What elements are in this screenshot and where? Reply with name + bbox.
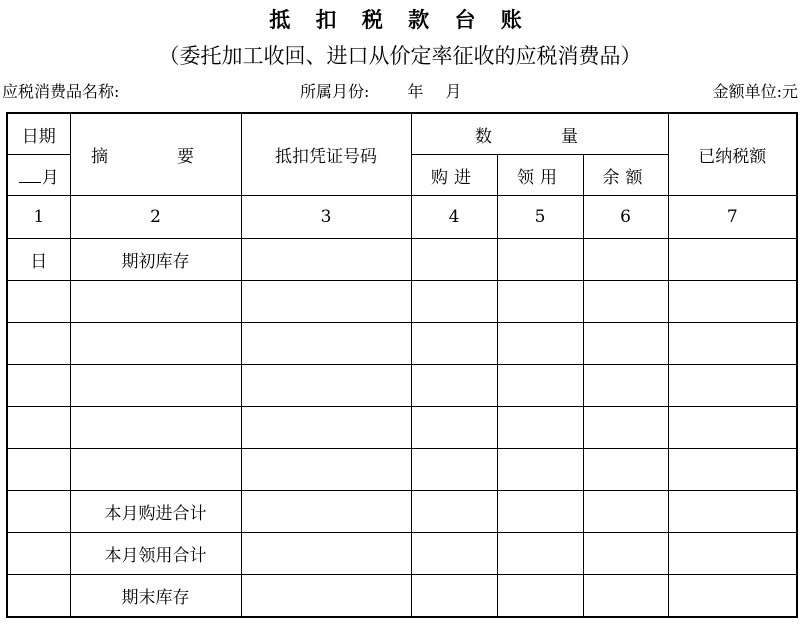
- purchase-cell[interactable]: [411, 239, 497, 281]
- header-balance: 余额: [583, 155, 668, 196]
- header-summary: 摘 要: [70, 113, 241, 196]
- balance-cell[interactable]: [583, 365, 668, 407]
- column-number: 1: [7, 196, 70, 239]
- summary-cell[interactable]: [70, 407, 241, 449]
- voucher-cell[interactable]: [241, 533, 411, 575]
- voucher-cell[interactable]: [241, 323, 411, 365]
- table-row: [7, 491, 797, 533]
- balance-cell[interactable]: [583, 281, 668, 323]
- purchase-cell[interactable]: [411, 575, 497, 618]
- header-voucher: 抵扣凭证号码: [241, 113, 411, 196]
- year-text: 年: [407, 82, 424, 101]
- month-blank-line: [19, 166, 41, 183]
- document-subtitle: （委托加工收回、进口从价定率征收的应税消费品）: [158, 44, 642, 68]
- summary-cell[interactable]: 期初库存: [70, 239, 241, 281]
- date-cell[interactable]: [7, 365, 70, 407]
- month-text: 月: [445, 82, 462, 101]
- purchase-cell[interactable]: [411, 365, 497, 407]
- column-number: 4: [411, 196, 497, 239]
- purchase-cell[interactable]: [411, 491, 497, 533]
- tax-paid-cell[interactable]: [668, 407, 797, 449]
- month-info: [300, 79, 461, 102]
- column-number: 5: [497, 196, 583, 239]
- table-row: [7, 575, 797, 618]
- balance-cell[interactable]: [583, 407, 668, 449]
- summary-cell[interactable]: 本月领用合计: [70, 533, 241, 575]
- balance-cell[interactable]: [583, 575, 668, 618]
- header-date-bottom: 月: [7, 155, 70, 196]
- date-cell[interactable]: [7, 449, 70, 491]
- tax-paid-cell[interactable]: [668, 533, 797, 575]
- usage-cell[interactable]: [497, 323, 583, 365]
- summary-cell[interactable]: [70, 281, 241, 323]
- header-row-top: [7, 113, 797, 155]
- usage-cell[interactable]: [497, 533, 583, 575]
- purchase-cell[interactable]: [411, 533, 497, 575]
- table-row: [7, 449, 797, 491]
- header-purchase: 购进: [411, 155, 497, 196]
- header-usage: 领用: [497, 155, 583, 196]
- table-row: [7, 239, 797, 281]
- summary-cell[interactable]: [70, 449, 241, 491]
- voucher-cell[interactable]: [241, 449, 411, 491]
- date-cell[interactable]: [7, 407, 70, 449]
- voucher-cell[interactable]: [241, 281, 411, 323]
- product-name-label: 应税消费品名称:: [2, 82, 120, 101]
- voucher-cell[interactable]: [241, 491, 411, 533]
- table-row: [7, 365, 797, 407]
- usage-cell[interactable]: [497, 365, 583, 407]
- column-number: 3: [241, 196, 411, 239]
- date-cell[interactable]: [7, 533, 70, 575]
- table-row: [7, 407, 797, 449]
- balance-cell[interactable]: [583, 323, 668, 365]
- usage-cell[interactable]: [497, 239, 583, 281]
- column-number: 7: [668, 196, 797, 239]
- document-title: 抵 扣 税 款 台 账: [269, 8, 531, 32]
- purchase-cell[interactable]: [411, 281, 497, 323]
- summary-cell[interactable]: [70, 365, 241, 407]
- table-row: [7, 281, 797, 323]
- tax-paid-cell[interactable]: [668, 365, 797, 407]
- usage-cell[interactable]: [497, 449, 583, 491]
- date-cell[interactable]: [7, 281, 70, 323]
- header-tax-paid: 已纳税额: [668, 113, 797, 196]
- summary-cell[interactable]: 期末库存: [70, 575, 241, 618]
- tax-paid-cell[interactable]: [668, 491, 797, 533]
- purchase-cell[interactable]: [411, 407, 497, 449]
- usage-cell[interactable]: [497, 491, 583, 533]
- tax-paid-cell[interactable]: [668, 281, 797, 323]
- month-label: 所属月份:: [300, 82, 370, 101]
- purchase-cell[interactable]: [411, 323, 497, 365]
- summary-cell[interactable]: 本月购进合计: [70, 491, 241, 533]
- table-row: [7, 533, 797, 575]
- purchase-cell[interactable]: [411, 449, 497, 491]
- date-cell[interactable]: [7, 575, 70, 618]
- tax-paid-cell[interactable]: [668, 449, 797, 491]
- column-number-row: [7, 196, 797, 239]
- usage-cell[interactable]: [497, 575, 583, 618]
- balance-cell[interactable]: [583, 491, 668, 533]
- voucher-cell[interactable]: [241, 365, 411, 407]
- balance-cell[interactable]: [583, 239, 668, 281]
- balance-cell[interactable]: [583, 449, 668, 491]
- header-quantity: 数 量: [411, 113, 668, 155]
- tax-paid-cell[interactable]: [668, 575, 797, 618]
- tax-paid-cell[interactable]: [668, 239, 797, 281]
- date-cell[interactable]: [7, 323, 70, 365]
- header-date-top: 日期: [7, 113, 70, 155]
- balance-cell[interactable]: [583, 533, 668, 575]
- summary-cell[interactable]: [70, 323, 241, 365]
- date-cell[interactable]: [7, 491, 70, 533]
- voucher-cell[interactable]: [241, 575, 411, 618]
- tax-paid-cell[interactable]: [668, 323, 797, 365]
- voucher-cell[interactable]: [241, 239, 411, 281]
- voucher-cell[interactable]: [241, 407, 411, 449]
- column-number: 6: [583, 196, 668, 239]
- date-cell[interactable]: 日: [7, 239, 70, 281]
- column-number: 2: [70, 196, 241, 239]
- usage-cell[interactable]: [497, 281, 583, 323]
- amount-unit-label: 金额单位:元: [712, 82, 798, 101]
- usage-cell[interactable]: [497, 407, 583, 449]
- ledger-table: [6, 112, 798, 618]
- table-row: [7, 323, 797, 365]
